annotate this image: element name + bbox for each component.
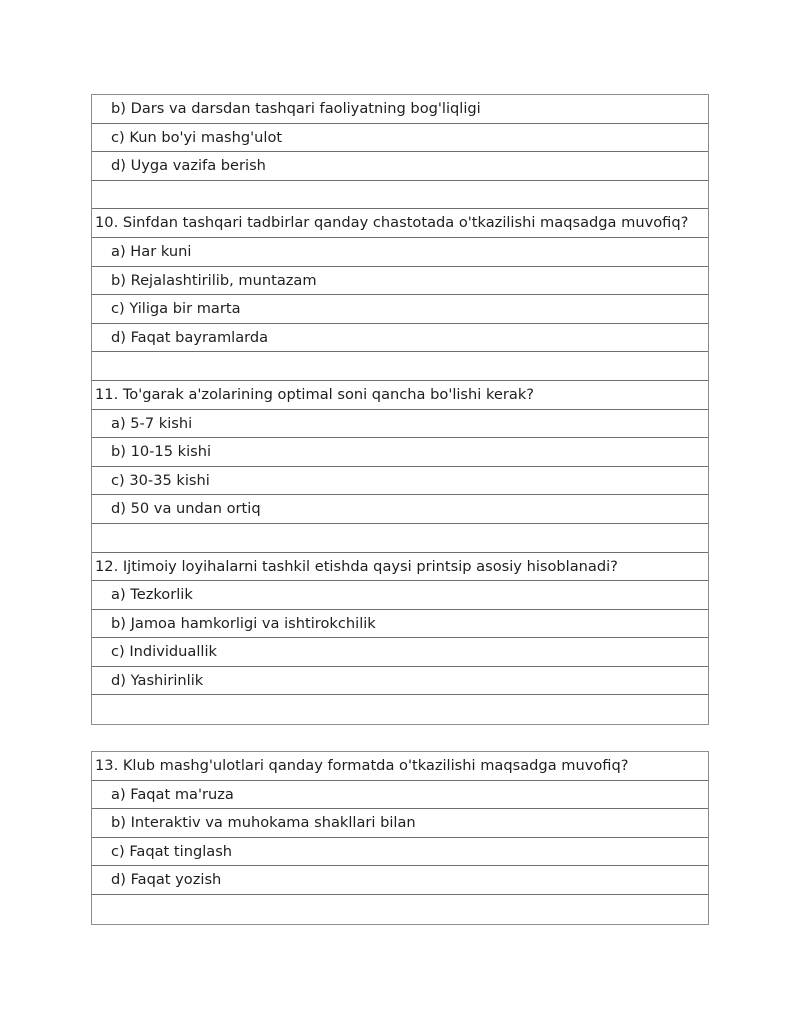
answer-option-row: c) Yiliga bir marta — [92, 295, 708, 324]
question-row: 11. To'garak a'zolarining optimal soni qancha bo'lishi kerak? — [92, 381, 708, 410]
blank-row — [92, 181, 708, 210]
blank-row — [92, 895, 708, 924]
answer-option-row: c) Kun bo'yi mashg'ulot — [92, 124, 708, 153]
answer-option-row: a) Faqat ma'ruza — [92, 781, 708, 810]
question-row: 10. Sinfdan tashqari tadbirlar qanday chastotada o'tkazilishi maqsadga muvofiq? — [92, 209, 708, 238]
answer-option-row: d) 50 va undan ortiq — [92, 495, 708, 524]
answer-option-row: b) Jamoa hamkorligi va ishtirokchilik — [92, 610, 708, 639]
answer-option-row: b) Dars va darsdan tashqari faoliyatning bog'liqligi — [92, 95, 708, 124]
answer-option-row: b) Rejalashtirilib, muntazam — [92, 267, 708, 296]
blank-row — [92, 524, 708, 553]
answer-option-row: c) 30-35 kishi — [92, 467, 708, 496]
answer-option-row: a) Har kuni — [92, 238, 708, 267]
answer-option-row: c) Individuallik — [92, 638, 708, 667]
answer-option-row: a) Tezkorlik — [92, 581, 708, 610]
question-row: 13. Klub mashg'ulotlari qanday formatda o'tkazilishi maqsadga muvofiq? — [92, 752, 708, 781]
answer-option-row: b) Interaktiv va muhokama shakllari bilan — [92, 809, 708, 838]
question-row: 12. Ijtimoiy loyihalarni tashkil etishda qaysi printsip asosiy hisoblanadi? — [92, 553, 708, 582]
quiz-table-1 — [91, 94, 709, 725]
answer-option-row: d) Yashirinlik — [92, 667, 708, 696]
answer-option-row: d) Faqat bayramlarda — [92, 324, 708, 353]
blank-row — [92, 695, 708, 724]
blank-row — [92, 352, 708, 381]
answer-option-row: d) Uyga vazifa berish — [92, 152, 708, 181]
answer-option-row: d) Faqat yozish — [92, 866, 708, 895]
answer-option-row: b) 10-15 kishi — [92, 438, 708, 467]
quiz-table-2 — [91, 751, 709, 925]
answer-option-row: a) 5-7 kishi — [92, 410, 708, 439]
answer-option-row: c) Faqat tinglash — [92, 838, 708, 867]
